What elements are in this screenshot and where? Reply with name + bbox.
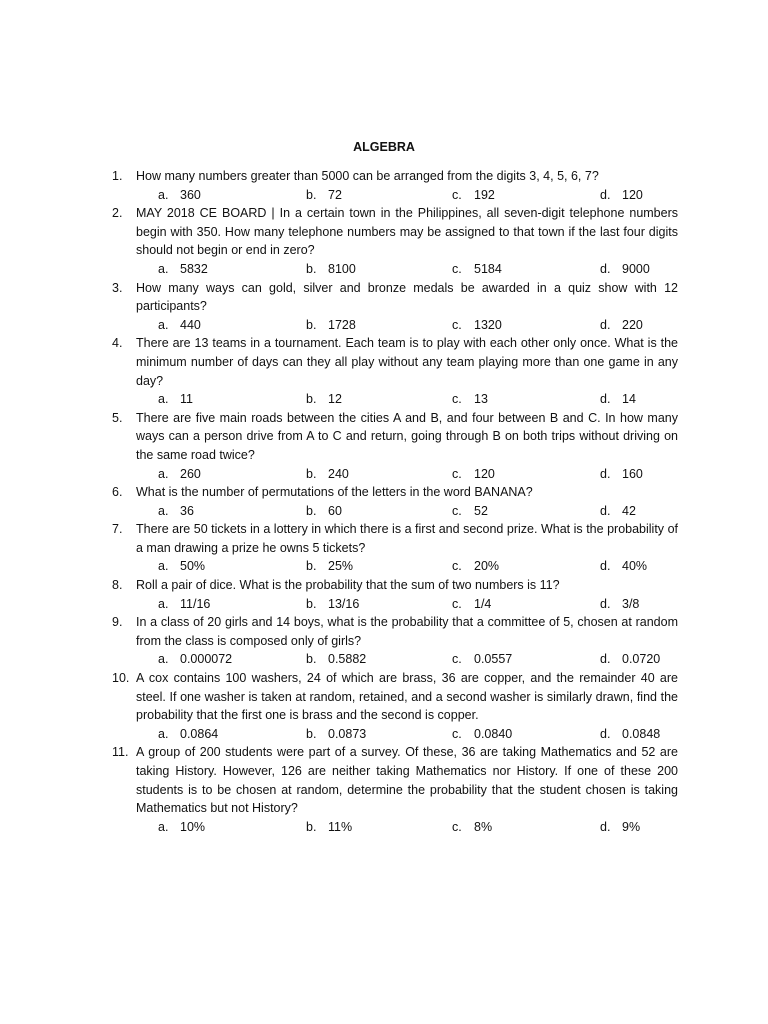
- choice-letter: c.: [452, 187, 462, 202]
- choice-letter: a.: [158, 596, 169, 611]
- answer-choice: [600, 465, 643, 484]
- choice-letter: d.: [600, 261, 611, 276]
- question-text: There are 13 teams in a tournament. Each team is to play with each other only once. What is the minimum number of days can they all play without any team playing more than one game in any day?: [136, 336, 678, 388]
- choice-value: 11%: [328, 819, 353, 834]
- choice-value: 120: [474, 466, 495, 481]
- choice-letter: c.: [452, 503, 462, 518]
- choice-value: 42: [622, 503, 636, 518]
- question-text: A cox contains 100 washers, 24 of which are brass, 36 are copper, and the remainder 40 are steel. If one washer is taken at random, retained, and a second washer is similarly drawn, find the probability that the first one is brass and the second is copper.: [136, 671, 678, 723]
- choice-value: 1728: [328, 317, 356, 332]
- choice-value: 0.0864: [180, 726, 219, 741]
- question-item: [112, 204, 678, 260]
- answer-choice: [158, 390, 193, 409]
- choice-letter: a.: [158, 726, 169, 741]
- question-list: [112, 167, 678, 836]
- choice-value: 72: [328, 187, 342, 202]
- question-number-label: 9.: [112, 615, 123, 630]
- question-number-label: 10.: [112, 671, 130, 686]
- answer-choice: [158, 557, 205, 576]
- choice-letter: d.: [600, 187, 611, 202]
- choice-letter: a.: [158, 652, 169, 667]
- answer-choice: [306, 260, 356, 279]
- choice-value: 52: [474, 503, 488, 518]
- question-number-label: 6.: [112, 485, 123, 500]
- choice-value: 40%: [622, 559, 648, 574]
- choice-letter: b.: [306, 466, 317, 481]
- choice-row: [112, 502, 678, 521]
- answer-choice: [158, 186, 201, 205]
- choice-letter: b.: [306, 819, 317, 834]
- choice-value: 0.5882: [328, 652, 367, 667]
- answer-choice: [158, 465, 201, 484]
- choice-letter: b.: [306, 503, 317, 518]
- choice-letter: b.: [306, 187, 317, 202]
- question-text: In a class of 20 girls and 14 boys, what is the probability that a committee of 5, chosen at random from the class is composed only of girls?: [136, 615, 678, 648]
- answer-choice: [158, 260, 208, 279]
- choice-value: 3/8: [622, 596, 640, 611]
- choice-value: 36: [180, 503, 194, 518]
- choice-letter: a.: [158, 819, 169, 834]
- choice-letter: d.: [600, 392, 611, 407]
- choice-letter: a.: [158, 466, 169, 481]
- question-number: [112, 743, 136, 817]
- answer-choice: [306, 316, 356, 335]
- answer-choice: [600, 557, 647, 576]
- choice-value: 120: [622, 187, 643, 202]
- question-number: [112, 669, 136, 725]
- answer-choice: [452, 390, 488, 409]
- answer-choice: [600, 186, 643, 205]
- choice-letter: d.: [600, 503, 611, 518]
- answer-choice: [452, 595, 491, 614]
- choice-letter: d.: [600, 596, 611, 611]
- page-title: ALGEBRA: [353, 140, 415, 154]
- choice-letter: a.: [158, 503, 169, 518]
- choice-row: [112, 650, 678, 669]
- answer-choice: [452, 186, 495, 205]
- choice-row: [112, 186, 678, 205]
- question-number-label: 5.: [112, 410, 123, 425]
- choice-letter: d.: [600, 466, 611, 481]
- choice-row: [112, 316, 678, 335]
- choice-value: 5832: [180, 261, 208, 276]
- choice-letter: c.: [452, 819, 462, 834]
- choice-letter: a.: [158, 187, 169, 202]
- answer-choice: [306, 650, 366, 669]
- choice-letter: b.: [306, 596, 317, 611]
- choice-value: 220: [622, 317, 643, 332]
- question-number-label: 8.: [112, 578, 123, 593]
- question-item: [112, 167, 678, 186]
- choice-letter: a.: [158, 559, 169, 574]
- answer-choice: [600, 502, 636, 521]
- answer-choice: [600, 316, 643, 335]
- answer-choice: [158, 502, 194, 521]
- answer-choice: [452, 725, 512, 744]
- answer-choice: [600, 650, 660, 669]
- choice-value: 50%: [180, 559, 206, 574]
- answer-choice: [452, 557, 499, 576]
- choice-value: 0.0873: [328, 726, 367, 741]
- question-number-label: 11.: [112, 745, 129, 760]
- choice-letter: b.: [306, 261, 317, 276]
- choice-value: 360: [180, 187, 201, 202]
- choice-value: 192: [474, 187, 495, 202]
- question-number-label: 1.: [112, 169, 123, 183]
- choice-value: 8%: [474, 819, 493, 834]
- answer-choice: [306, 502, 342, 521]
- choice-row: [112, 595, 678, 614]
- choice-value: 240: [328, 466, 349, 481]
- choice-value: 12: [328, 392, 342, 407]
- answer-choice: [158, 595, 210, 614]
- question-text: There are five main roads between the cities A and B, and four between B and C. In how many ways can a person drive from A to C and return, going through B on both trips without driving on the same road twice?: [136, 410, 678, 462]
- choice-value: 5184: [474, 261, 502, 276]
- question-item: [112, 279, 678, 316]
- choice-value: 160: [622, 466, 643, 481]
- question-text: What is the number of permutations of the letters in the word BANANA?: [136, 485, 533, 500]
- choice-value: 11: [180, 392, 193, 407]
- answer-choice: [306, 557, 353, 576]
- choice-row: [112, 725, 678, 744]
- choice-value: 0.000072: [180, 652, 233, 667]
- choice-letter: d.: [600, 559, 611, 574]
- choice-letter: a.: [158, 392, 169, 407]
- choice-value: 440: [180, 317, 201, 332]
- answer-choice: [158, 818, 205, 837]
- choice-letter: d.: [600, 317, 611, 332]
- answer-choice: [600, 390, 636, 409]
- choice-letter: c.: [452, 652, 462, 667]
- choice-value: 13: [474, 392, 488, 407]
- choice-row: [112, 557, 678, 576]
- choice-row: [112, 390, 678, 409]
- question-number-label: 2.: [112, 206, 123, 221]
- question-number-label: 4.: [112, 336, 123, 351]
- question-text: There are 50 tickets in a lottery in which there is a first and second prize. What is the probability of a man drawing a prize he owns 5 tickets?: [136, 522, 678, 555]
- question-item: [112, 669, 678, 725]
- question-number: [112, 279, 136, 316]
- question-item: [112, 334, 678, 390]
- answer-choice: [452, 502, 488, 521]
- choice-letter: c.: [452, 317, 462, 332]
- question-text: How many ways can gold, silver and bronze medals be awarded in a quiz show with 12 participants?: [136, 280, 678, 314]
- choice-value: 9000: [622, 261, 650, 276]
- question-number-label: 3.: [112, 280, 123, 295]
- question-item: [112, 613, 678, 650]
- choice-letter: b.: [306, 317, 317, 332]
- answer-choice: [306, 390, 342, 409]
- question-number: [112, 483, 136, 502]
- question-number: [112, 576, 136, 595]
- question-item: [112, 483, 678, 502]
- choice-value: 10%: [180, 819, 206, 834]
- choice-value: 14: [622, 392, 636, 407]
- answer-choice: [306, 186, 342, 205]
- answer-choice: [306, 725, 366, 744]
- question-number-label: 7.: [112, 522, 123, 537]
- choice-letter: a.: [158, 317, 169, 332]
- choice-row: [112, 465, 678, 484]
- choice-letter: b.: [306, 559, 317, 574]
- choice-value: 60: [328, 503, 342, 518]
- choice-value: 20%: [474, 559, 500, 574]
- choice-letter: c.: [452, 392, 462, 407]
- question-text: A group of 200 students were part of a survey. Of these, 36 are taking Mathematics and 52 are taking History. However, 126 are neither taking Mathematics nor History. If one of these 200 students is to be chosen at random, determine the probability that the student chosen is taking Mathematics but not History?: [136, 745, 678, 816]
- choice-value: 11/16: [180, 596, 211, 611]
- question-number: [112, 520, 136, 557]
- answer-choice: [600, 818, 640, 837]
- question-number: [112, 334, 136, 390]
- question-item: [112, 743, 678, 817]
- choice-letter: b.: [306, 652, 317, 667]
- choice-value: 0.0840: [474, 726, 513, 741]
- choice-letter: d.: [600, 819, 611, 834]
- answer-choice: [452, 316, 502, 335]
- choice-row: [112, 260, 678, 279]
- answer-choice: [452, 465, 495, 484]
- choice-value: 25%: [328, 559, 354, 574]
- choice-value: 260: [180, 466, 201, 481]
- answer-choice: [306, 465, 349, 484]
- answer-choice: [452, 650, 512, 669]
- choice-value: 0.0848: [622, 726, 661, 741]
- choice-letter: d.: [600, 726, 611, 741]
- answer-choice: [600, 595, 639, 614]
- answer-choice: [158, 725, 218, 744]
- choice-letter: d.: [600, 652, 611, 667]
- answer-choice: [600, 260, 650, 279]
- choice-letter: a.: [158, 261, 169, 276]
- question-item: [112, 409, 678, 465]
- choice-value: 13/16: [328, 596, 360, 611]
- question-text: Roll a pair of dice. What is the probability that the sum of two numbers is 11?: [136, 578, 560, 593]
- question-number: [112, 409, 136, 465]
- choice-letter: c.: [452, 559, 462, 574]
- choice-value: 8100: [328, 261, 356, 276]
- choice-letter: c.: [452, 726, 462, 741]
- answer-choice: [158, 650, 232, 669]
- choice-value: 0.0720: [622, 652, 661, 667]
- answer-choice: [158, 316, 201, 335]
- choice-letter: b.: [306, 392, 317, 407]
- question-item: [112, 576, 678, 595]
- choice-value: 1320: [474, 317, 502, 332]
- question-text: MAY 2018 CE BOARD | In a certain town in the Philippines, all seven-digit telephone numbers begin with 350. How many telephone numbers may be assigned to that town if the last four digits should not begin or end in zero?: [136, 206, 678, 258]
- question-number: [112, 167, 136, 186]
- choice-row: [112, 818, 678, 837]
- question-number: [112, 613, 136, 650]
- choice-value: 9%: [622, 819, 641, 834]
- choice-letter: c.: [452, 466, 462, 481]
- answer-choice: [600, 725, 660, 744]
- answer-choice: [306, 595, 359, 614]
- answer-choice: [306, 818, 352, 837]
- question-item: [112, 520, 678, 557]
- question-number: [112, 204, 136, 260]
- answer-choice: [452, 818, 492, 837]
- choice-letter: b.: [306, 726, 317, 741]
- question-text: How many numbers greater than 5000 can be arranged from the digits 3, 4, 5, 6, 7?: [136, 169, 599, 183]
- answer-choice: [452, 260, 502, 279]
- choice-letter: c.: [452, 596, 462, 611]
- choice-letter: c.: [452, 261, 462, 276]
- choice-value: 1/4: [474, 596, 492, 611]
- choice-value: 0.0557: [474, 652, 513, 667]
